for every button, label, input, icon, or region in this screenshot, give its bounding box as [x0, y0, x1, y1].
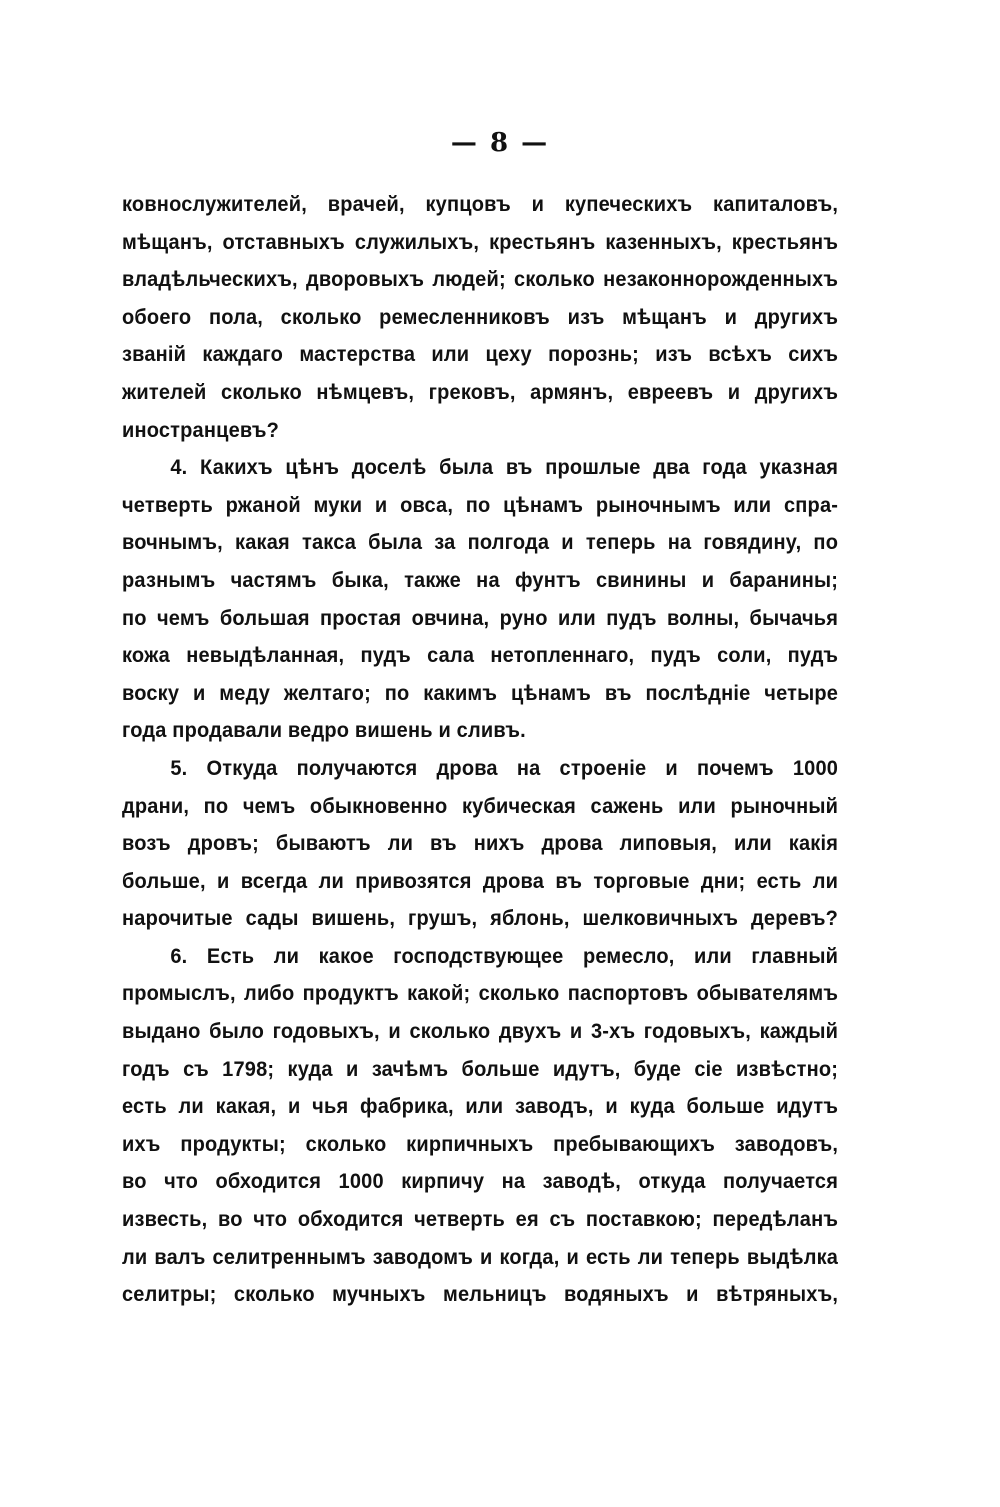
paragraph-continuation	[122, 186, 838, 449]
text-line: 6. Есть ли какое господствующее ремесло, или главный	[170, 943, 839, 968]
text-line: 4. Какихъ цѣнъ доселѣ была въ прошлые два года указная	[170, 455, 839, 480]
text-line: выдано было годовыхъ, и сколько двухъ и 3-хъ годовыхъ, каждый	[122, 1019, 839, 1044]
text-line: ихъ продукты; сколько кирпичныхъ пребывающихъ заводовъ,	[122, 1131, 839, 1156]
text-line: есть ли какая, и чья фабрика, или заводъ, и куда больше идутъ	[122, 1094, 839, 1119]
text-line: возъ дровъ; бываютъ ли въ нихъ дрова липовыя, или какія	[122, 831, 839, 856]
text-line: нарочитые сады вишень, грушъ, яблонь, шелковичныхъ деревъ?	[122, 906, 839, 931]
text-line: года продавали ведро вишень и сливъ.	[122, 718, 526, 743]
page-body	[122, 186, 838, 1314]
paragraph-item-5	[122, 750, 838, 938]
text-line: разнымъ частямъ быка, также на фунтъ свинины и баранины;	[122, 567, 839, 592]
text-line: званій каждаго мастерства или цеху порознь; изъ всѣхъ сихъ	[122, 342, 839, 367]
text-line: мѣщанъ, отставныхъ служилыхъ, крестьянъ казенныхъ, крестьянъ	[122, 229, 839, 254]
paragraph-item-6	[122, 938, 838, 1314]
text-line: четверть ржаной муки и овса, по цѣнамъ рыночнымъ или спра-	[122, 492, 839, 517]
text-line: больше, и всегда ли привозятся дрова въ торговые дни; есть ли	[122, 868, 839, 893]
text-line: селитры; сколько мучныхъ мельницъ водяныхъ и вѣтряныхъ,	[122, 1282, 839, 1307]
text-line: владѣльческихъ, дворовыхъ людей; сколько незаконнорожденныхъ	[122, 267, 839, 292]
text-line: драни, по чемъ обыкновенно кубическая сажень или рыночный	[122, 793, 839, 818]
text-line: 5. Откуда получаются дрова на строеніе и почемъ 1000	[170, 755, 839, 780]
text-line: иностранцевъ?	[122, 417, 280, 442]
text-line: кожа невыдѣланная, пудъ сала нетопленнаго, пудъ соли, пудъ	[122, 643, 839, 668]
text-line: промыслъ, либо продуктъ какой; сколько паспортовъ обывателямъ	[122, 981, 839, 1006]
text-line: вочнымъ, какая такса была за полгода и теперь на говядину, по	[122, 530, 839, 555]
text-line: жителей сколько нѣмцевъ, грековъ, армянъ, евреевъ и другихъ	[122, 379, 839, 404]
text-line: ковнослужителей, врачей, купцовъ и купеческихъ капиталовъ,	[122, 192, 839, 216]
page-number: — 8 —	[450, 128, 550, 158]
text-line: во что обходится 1000 кирпичу на заводѣ, откуда получается	[122, 1169, 839, 1194]
text-line: известь, во что обходится четверть ея съ поставкою; передѣланъ	[122, 1207, 839, 1232]
text-line: обоего пола, сколько ремесленниковъ изъ мѣщанъ и другихъ	[122, 304, 839, 329]
text-line: ли валъ селитреннымъ заводомъ и когда, и есть ли теперь выдѣлка	[122, 1244, 839, 1269]
text-line: годъ съ 1798; куда и зачѣмъ больше идутъ, буде сіе извѣстно;	[122, 1056, 839, 1081]
paragraph-item-4	[122, 449, 838, 750]
text-line: воску и меду желтаго; по какимъ цѣнамъ въ послѣдніе четыре	[122, 680, 839, 705]
text-line: по чемъ большая простая овчина, руно или пудъ волны, бычачья	[122, 605, 839, 630]
